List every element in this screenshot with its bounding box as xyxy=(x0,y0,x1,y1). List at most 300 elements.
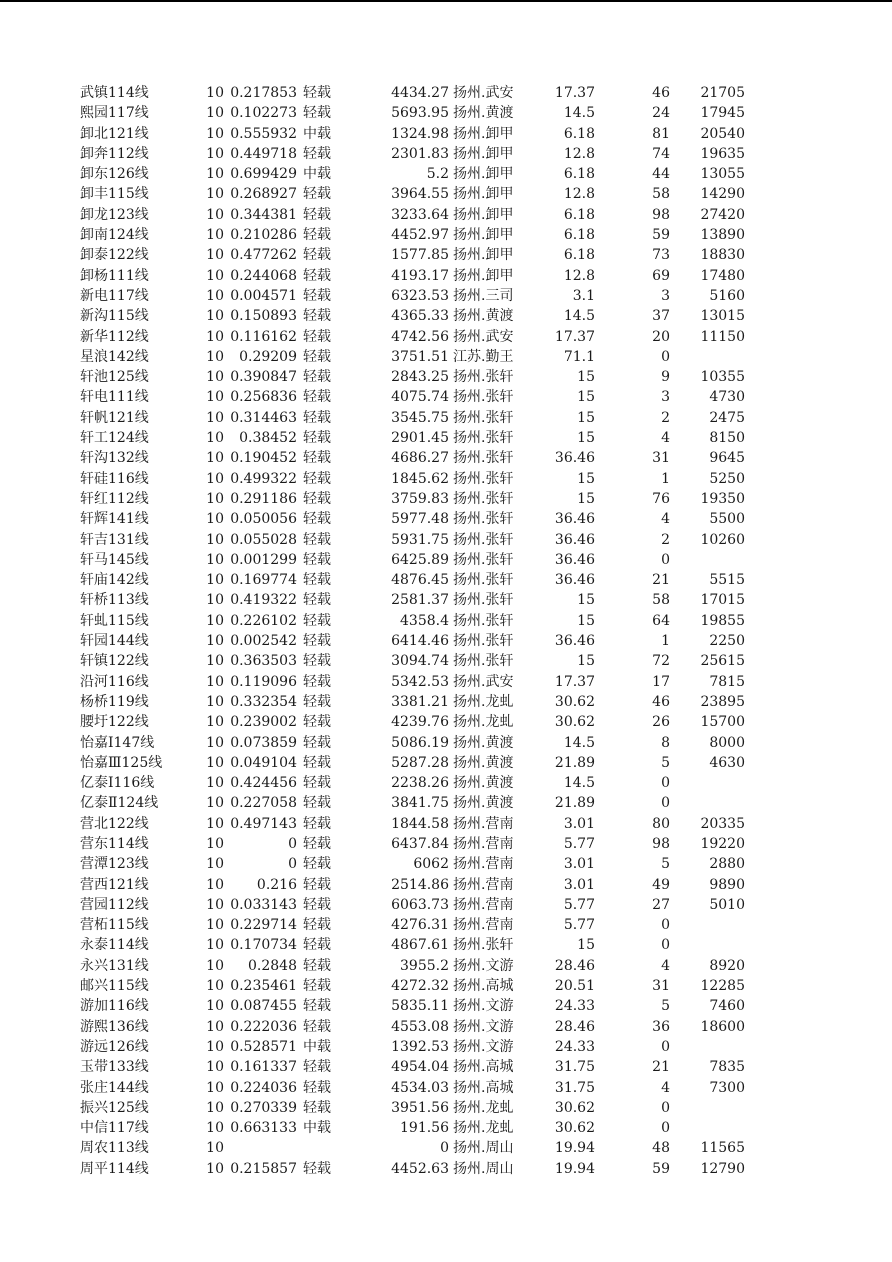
line-name-cell: 轩园144线 xyxy=(80,633,149,650)
table-row xyxy=(0,286,892,306)
substation-cell: 扬州.三司 xyxy=(453,287,514,304)
data-table xyxy=(0,83,892,1179)
distance-cell: 6.18 xyxy=(563,247,595,264)
line-name-cell: 星浪142线 xyxy=(80,348,149,365)
capacity-cell: 15700 xyxy=(700,714,745,731)
capacity-cell: 13015 xyxy=(700,308,745,325)
load-ratio-cell: 0.116162 xyxy=(230,328,297,345)
voltage-cell: 10 xyxy=(206,186,224,203)
voltage-cell: 10 xyxy=(206,1038,224,1055)
length-cell: 6323.53 xyxy=(391,287,449,304)
length-cell: 2514.86 xyxy=(391,876,449,893)
voltage-cell: 10 xyxy=(206,287,224,304)
distance-cell: 14.5 xyxy=(563,734,595,751)
line-name-cell: 轩马145线 xyxy=(80,551,149,568)
distance-cell: 36.46 xyxy=(554,551,595,568)
voltage-cell: 10 xyxy=(206,693,224,710)
line-name-cell: 武镇114线 xyxy=(80,85,149,101)
count-cell: 74 xyxy=(652,145,670,162)
load-ratio-cell: 0.224036 xyxy=(230,1079,297,1096)
count-cell: 64 xyxy=(652,612,670,629)
length-cell: 1845.62 xyxy=(391,470,449,487)
voltage-cell: 10 xyxy=(206,551,224,568)
substation-cell: 扬州.卸甲 xyxy=(453,267,514,284)
load-ratio-cell: 0.38452 xyxy=(239,430,297,447)
load-status-cell: 轻载 xyxy=(303,1160,331,1177)
load-ratio-cell: 0.227058 xyxy=(230,795,297,812)
count-cell: 3 xyxy=(661,287,670,304)
length-cell: 6062 xyxy=(413,856,449,873)
load-ratio-cell: 0.244068 xyxy=(230,267,297,284)
table-row xyxy=(0,590,892,610)
substation-cell: 扬州.龙虬 xyxy=(453,1099,514,1116)
substation-cell: 扬州.营南 xyxy=(453,896,514,913)
length-cell: 4954.04 xyxy=(391,1059,449,1076)
capacity-cell: 8000 xyxy=(709,734,745,751)
load-ratio-cell: 0.049104 xyxy=(230,754,297,771)
load-status-cell: 轻载 xyxy=(303,450,331,467)
load-status-cell: 轻载 xyxy=(303,978,331,995)
line-name-cell: 杨桥119线 xyxy=(80,693,149,710)
count-cell: 76 xyxy=(652,490,670,507)
capacity-cell: 18830 xyxy=(700,247,745,264)
distance-cell: 15 xyxy=(577,612,595,629)
load-status-cell: 轻载 xyxy=(303,531,331,548)
load-ratio-cell: 0.210286 xyxy=(230,227,297,244)
voltage-cell: 10 xyxy=(206,511,224,528)
distance-cell: 36.46 xyxy=(554,633,595,650)
line-name-cell: 永泰114线 xyxy=(80,937,149,954)
load-ratio-cell: 0.555932 xyxy=(230,125,297,142)
count-cell: 5 xyxy=(661,998,670,1015)
count-cell: 21 xyxy=(652,1059,670,1076)
voltage-cell: 10 xyxy=(206,206,224,223)
load-status-cell: 轻载 xyxy=(303,430,331,447)
length-cell: 4075.74 xyxy=(391,389,449,406)
distance-cell: 31.75 xyxy=(554,1079,595,1096)
capacity-cell: 7835 xyxy=(709,1059,745,1076)
length-cell: 1324.98 xyxy=(391,125,449,142)
capacity-cell: 13890 xyxy=(700,227,745,244)
line-name-cell: 周农113线 xyxy=(80,1140,149,1157)
count-cell: 37 xyxy=(652,308,670,325)
table-row xyxy=(0,469,892,489)
distance-cell: 3.01 xyxy=(563,815,595,832)
load-status-cell: 轻载 xyxy=(303,145,331,162)
page-top-border xyxy=(0,0,892,2)
voltage-cell: 10 xyxy=(206,754,224,771)
distance-cell: 15 xyxy=(577,389,595,406)
substation-cell: 扬州.黄渡 xyxy=(453,795,514,812)
voltage-cell: 10 xyxy=(206,430,224,447)
load-ratio-cell: 0.256836 xyxy=(230,389,297,406)
distance-cell: 15 xyxy=(577,490,595,507)
table-row xyxy=(0,387,892,407)
length-cell: 191.56 xyxy=(400,1120,449,1137)
distance-cell: 24.33 xyxy=(554,998,595,1015)
length-cell: 4534.03 xyxy=(391,1079,449,1096)
distance-cell: 12.8 xyxy=(563,267,595,284)
voltage-cell: 10 xyxy=(206,267,224,284)
length-cell: 1577.85 xyxy=(391,247,449,264)
voltage-cell: 10 xyxy=(206,531,224,548)
distance-cell: 14.5 xyxy=(563,775,595,792)
table-row xyxy=(0,1037,892,1057)
length-cell: 3964.55 xyxy=(391,186,449,203)
load-ratio-cell: 0 xyxy=(288,856,297,873)
capacity-cell: 5010 xyxy=(709,896,745,913)
count-cell: 27 xyxy=(652,896,670,913)
count-cell: 31 xyxy=(652,978,670,995)
line-name-cell: 卸龙123线 xyxy=(80,206,149,223)
count-cell: 80 xyxy=(652,815,670,832)
voltage-cell: 10 xyxy=(206,247,224,264)
substation-cell: 扬州.高城 xyxy=(453,1079,514,1096)
distance-cell: 28.46 xyxy=(554,957,595,974)
substation-cell: 扬州.武安 xyxy=(453,85,514,101)
voltage-cell: 10 xyxy=(206,673,224,690)
length-cell: 4742.56 xyxy=(391,328,449,345)
load-status-cell: 轻载 xyxy=(303,815,331,832)
capacity-cell: 5515 xyxy=(709,572,745,589)
capacity-cell: 17945 xyxy=(700,105,745,122)
count-cell: 1 xyxy=(661,470,670,487)
distance-cell: 30.62 xyxy=(554,714,595,731)
load-ratio-cell: 0.217853 xyxy=(230,85,297,101)
count-cell: 98 xyxy=(652,835,670,852)
length-cell: 6063.73 xyxy=(391,896,449,913)
voltage-cell: 10 xyxy=(206,917,224,934)
line-name-cell: 轩池125线 xyxy=(80,369,149,386)
table-row xyxy=(0,164,892,184)
capacity-cell: 7815 xyxy=(709,673,745,690)
substation-cell: 扬州.卸甲 xyxy=(453,247,514,264)
distance-cell: 6.18 xyxy=(563,166,595,183)
substation-cell: 扬州.营南 xyxy=(453,917,514,934)
line-name-cell: 营柘115线 xyxy=(80,917,149,934)
load-status-cell: 轻载 xyxy=(303,186,331,203)
voltage-cell: 10 xyxy=(206,125,224,142)
voltage-cell: 10 xyxy=(206,369,224,386)
load-status-cell: 轻载 xyxy=(303,490,331,507)
line-name-cell: 轩帆121线 xyxy=(80,409,149,426)
load-ratio-cell: 0.235461 xyxy=(230,978,297,995)
capacity-cell: 21705 xyxy=(700,85,745,101)
length-cell: 2301.83 xyxy=(391,145,449,162)
count-cell: 58 xyxy=(652,186,670,203)
line-name-cell: 卸泰122线 xyxy=(80,247,149,264)
voltage-cell: 10 xyxy=(206,1120,224,1137)
length-cell: 4876.45 xyxy=(391,572,449,589)
substation-cell: 扬州.张轩 xyxy=(453,531,514,548)
table-row xyxy=(0,347,892,367)
voltage-cell: 10 xyxy=(206,1099,224,1116)
load-status-cell: 轻载 xyxy=(303,369,331,386)
distance-cell: 5.77 xyxy=(563,917,595,934)
line-name-cell: 卸奔112线 xyxy=(80,145,149,162)
capacity-cell: 11150 xyxy=(700,328,745,345)
load-ratio-cell: 0.170734 xyxy=(230,937,297,954)
substation-cell: 扬州.卸甲 xyxy=(453,125,514,142)
length-cell: 4358.4 xyxy=(400,612,449,629)
line-name-cell: 轩吉131线 xyxy=(80,531,149,548)
line-name-cell: 卸丰115线 xyxy=(80,186,149,203)
line-name-cell: 新电117线 xyxy=(80,287,149,304)
distance-cell: 30.62 xyxy=(554,693,595,710)
load-status-cell: 轻载 xyxy=(303,227,331,244)
line-name-cell: 张庄144线 xyxy=(80,1079,149,1096)
load-ratio-cell: 0.169774 xyxy=(230,572,297,589)
table-row xyxy=(0,753,892,773)
substation-cell: 扬州.高城 xyxy=(453,978,514,995)
load-ratio-cell: 0.270339 xyxy=(230,1099,297,1116)
table-row xyxy=(0,103,892,123)
voltage-cell: 10 xyxy=(206,227,224,244)
voltage-cell: 10 xyxy=(206,166,224,183)
substation-cell: 扬州.营南 xyxy=(453,856,514,873)
distance-cell: 24.33 xyxy=(554,1038,595,1055)
load-status-cell: 轻载 xyxy=(303,328,331,345)
length-cell: 4272.32 xyxy=(391,978,449,995)
line-name-cell: 熙园117线 xyxy=(80,105,149,122)
length-cell: 5693.95 xyxy=(391,105,449,122)
table-row xyxy=(0,895,892,915)
capacity-cell: 5500 xyxy=(709,511,745,528)
length-cell: 3951.56 xyxy=(391,1099,449,1116)
voltage-cell: 10 xyxy=(206,978,224,995)
distance-cell: 17.37 xyxy=(554,328,595,345)
substation-cell: 扬州.张轩 xyxy=(453,470,514,487)
distance-cell: 36.46 xyxy=(554,450,595,467)
table-row xyxy=(0,530,892,550)
line-name-cell: 营园112线 xyxy=(80,896,149,913)
substation-cell: 扬州.营南 xyxy=(453,876,514,893)
count-cell: 0 xyxy=(661,937,670,954)
table-row xyxy=(0,854,892,874)
length-cell: 2901.45 xyxy=(391,430,449,447)
table-row xyxy=(0,935,892,955)
length-cell: 6437.84 xyxy=(391,835,449,852)
load-ratio-cell: 0.699429 xyxy=(230,166,297,183)
substation-cell: 扬州.卸甲 xyxy=(453,145,514,162)
count-cell: 0 xyxy=(661,348,670,365)
distance-cell: 28.46 xyxy=(554,1018,595,1035)
load-ratio-cell: 0.332354 xyxy=(230,693,297,710)
capacity-cell: 19855 xyxy=(700,612,745,629)
distance-cell: 15 xyxy=(577,369,595,386)
distance-cell: 15 xyxy=(577,470,595,487)
line-name-cell: 振兴125线 xyxy=(80,1099,149,1116)
count-cell: 3 xyxy=(661,389,670,406)
load-ratio-cell: 0.344381 xyxy=(230,206,297,223)
table-row xyxy=(0,327,892,347)
voltage-cell: 10 xyxy=(206,1160,224,1177)
table-row xyxy=(0,124,892,144)
count-cell: 0 xyxy=(661,1038,670,1055)
substation-cell: 扬州.黄渡 xyxy=(453,775,514,792)
voltage-cell: 10 xyxy=(206,896,224,913)
load-ratio-cell: 0.050056 xyxy=(230,511,297,528)
table-row xyxy=(0,489,892,509)
distance-cell: 3.01 xyxy=(563,856,595,873)
distance-cell: 6.18 xyxy=(563,206,595,223)
distance-cell: 21.89 xyxy=(554,795,595,812)
load-ratio-cell: 0.216 xyxy=(256,876,297,893)
voltage-cell: 10 xyxy=(206,998,224,1015)
line-name-cell: 轩工124线 xyxy=(80,430,149,447)
voltage-cell: 10 xyxy=(206,775,224,792)
voltage-cell: 10 xyxy=(206,1140,224,1157)
substation-cell: 扬州.卸甲 xyxy=(453,227,514,244)
load-status-cell: 轻载 xyxy=(303,876,331,893)
count-cell: 9 xyxy=(661,369,670,386)
capacity-cell: 8150 xyxy=(709,430,745,447)
count-cell: 98 xyxy=(652,206,670,223)
capacity-cell: 10260 xyxy=(700,531,745,548)
capacity-cell: 2880 xyxy=(709,856,745,873)
distance-cell: 15 xyxy=(577,653,595,670)
voltage-cell: 10 xyxy=(206,308,224,325)
substation-cell: 扬州.张轩 xyxy=(453,612,514,629)
load-ratio-cell: 0.087455 xyxy=(230,998,297,1015)
table-row xyxy=(0,692,892,712)
count-cell: 2 xyxy=(661,409,670,426)
capacity-cell: 17015 xyxy=(700,592,745,609)
table-row xyxy=(0,834,892,854)
voltage-cell: 10 xyxy=(206,1079,224,1096)
capacity-cell: 10355 xyxy=(700,369,745,386)
count-cell: 24 xyxy=(652,105,670,122)
line-name-cell: 卸杨111线 xyxy=(80,267,149,284)
table-row xyxy=(0,631,892,651)
distance-cell: 12.8 xyxy=(563,145,595,162)
load-ratio-cell: 0.29209 xyxy=(239,348,297,365)
distance-cell: 17.37 xyxy=(554,673,595,690)
substation-cell: 扬州.营南 xyxy=(453,815,514,832)
distance-cell: 15 xyxy=(577,409,595,426)
substation-cell: 扬州.张轩 xyxy=(453,389,514,406)
length-cell: 5086.19 xyxy=(391,734,449,751)
line-name-cell: 邮兴115线 xyxy=(80,978,149,995)
line-name-cell: 轩虬115线 xyxy=(80,612,149,629)
table-row xyxy=(0,144,892,164)
capacity-cell: 19350 xyxy=(700,490,745,507)
substation-cell: 扬州.武安 xyxy=(453,673,514,690)
line-name-cell: 玉带133线 xyxy=(80,1059,149,1076)
voltage-cell: 10 xyxy=(206,85,224,101)
load-ratio-cell: 0.424456 xyxy=(230,775,297,792)
count-cell: 73 xyxy=(652,247,670,264)
substation-cell: 扬州.张轩 xyxy=(453,490,514,507)
load-ratio-cell: 0.190452 xyxy=(230,450,297,467)
capacity-cell: 2250 xyxy=(709,633,745,650)
table-row xyxy=(0,245,892,265)
capacity-cell: 12285 xyxy=(700,978,745,995)
substation-cell: 扬州.卸甲 xyxy=(453,206,514,223)
table-row xyxy=(0,1138,892,1158)
table-row xyxy=(0,814,892,834)
distance-cell: 6.18 xyxy=(563,227,595,244)
line-name-cell: 卸南124线 xyxy=(80,227,149,244)
voltage-cell: 10 xyxy=(206,145,224,162)
capacity-cell: 7300 xyxy=(709,1079,745,1096)
substation-cell: 扬州.张轩 xyxy=(453,633,514,650)
line-name-cell: 营北122线 xyxy=(80,815,149,832)
length-cell: 6414.46 xyxy=(391,633,449,650)
distance-cell: 15 xyxy=(577,430,595,447)
load-ratio-cell: 0.268927 xyxy=(230,186,297,203)
distance-cell: 30.62 xyxy=(554,1120,595,1137)
capacity-cell: 9890 xyxy=(709,876,745,893)
load-ratio-cell: 0.419322 xyxy=(230,592,297,609)
count-cell: 58 xyxy=(652,592,670,609)
capacity-cell: 17480 xyxy=(700,267,745,284)
substation-cell: 扬州.龙虬 xyxy=(453,1120,514,1137)
voltage-cell: 10 xyxy=(206,612,224,629)
load-status-cell: 轻载 xyxy=(303,267,331,284)
substation-cell: 扬州.张轩 xyxy=(453,430,514,447)
count-cell: 46 xyxy=(652,693,670,710)
load-status-cell: 轻载 xyxy=(303,633,331,650)
table-row xyxy=(0,672,892,692)
capacity-cell: 19635 xyxy=(700,145,745,162)
load-ratio-cell: 0.004571 xyxy=(230,287,297,304)
table-row xyxy=(0,733,892,753)
table-row xyxy=(0,611,892,631)
load-ratio-cell: 0.363503 xyxy=(230,653,297,670)
distance-cell: 31.75 xyxy=(554,1059,595,1076)
line-name-cell: 新沟115线 xyxy=(80,308,149,325)
capacity-cell: 11565 xyxy=(700,1140,745,1157)
line-name-cell: 周平114线 xyxy=(80,1160,149,1177)
count-cell: 0 xyxy=(661,1099,670,1116)
length-cell: 5.2 xyxy=(426,166,449,183)
length-cell: 5931.75 xyxy=(391,531,449,548)
length-cell: 6425.89 xyxy=(391,551,449,568)
load-status-cell: 轻载 xyxy=(303,1018,331,1035)
count-cell: 59 xyxy=(652,227,670,244)
load-ratio-cell: 0.314463 xyxy=(230,409,297,426)
voltage-cell: 10 xyxy=(206,795,224,812)
table-row xyxy=(0,408,892,428)
substation-cell: 扬州.文游 xyxy=(453,1018,514,1035)
voltage-cell: 10 xyxy=(206,389,224,406)
voltage-cell: 10 xyxy=(206,470,224,487)
capacity-cell: 25615 xyxy=(700,653,745,670)
substation-cell: 扬州.张轩 xyxy=(453,551,514,568)
voltage-cell: 10 xyxy=(206,835,224,852)
substation-cell: 扬州.黄渡 xyxy=(453,308,514,325)
load-ratio-cell: 0 xyxy=(288,835,297,852)
table-row xyxy=(0,1017,892,1037)
line-name-cell: 游远126线 xyxy=(80,1038,149,1055)
distance-cell: 15 xyxy=(577,937,595,954)
table-row xyxy=(0,1159,892,1179)
length-cell: 4553.08 xyxy=(391,1018,449,1035)
load-ratio-cell: 0.291186 xyxy=(230,490,297,507)
distance-cell: 36.46 xyxy=(554,572,595,589)
length-cell: 5977.48 xyxy=(391,511,449,528)
voltage-cell: 10 xyxy=(206,653,224,670)
load-status-cell: 中载 xyxy=(303,166,331,183)
substation-cell: 扬州.周山 xyxy=(453,1140,514,1157)
load-ratio-cell: 0.073859 xyxy=(230,734,297,751)
length-cell: 4239.76 xyxy=(391,714,449,731)
capacity-cell: 7460 xyxy=(709,998,745,1015)
table-row xyxy=(0,956,892,976)
table-row xyxy=(0,793,892,813)
load-status-cell: 轻载 xyxy=(303,572,331,589)
